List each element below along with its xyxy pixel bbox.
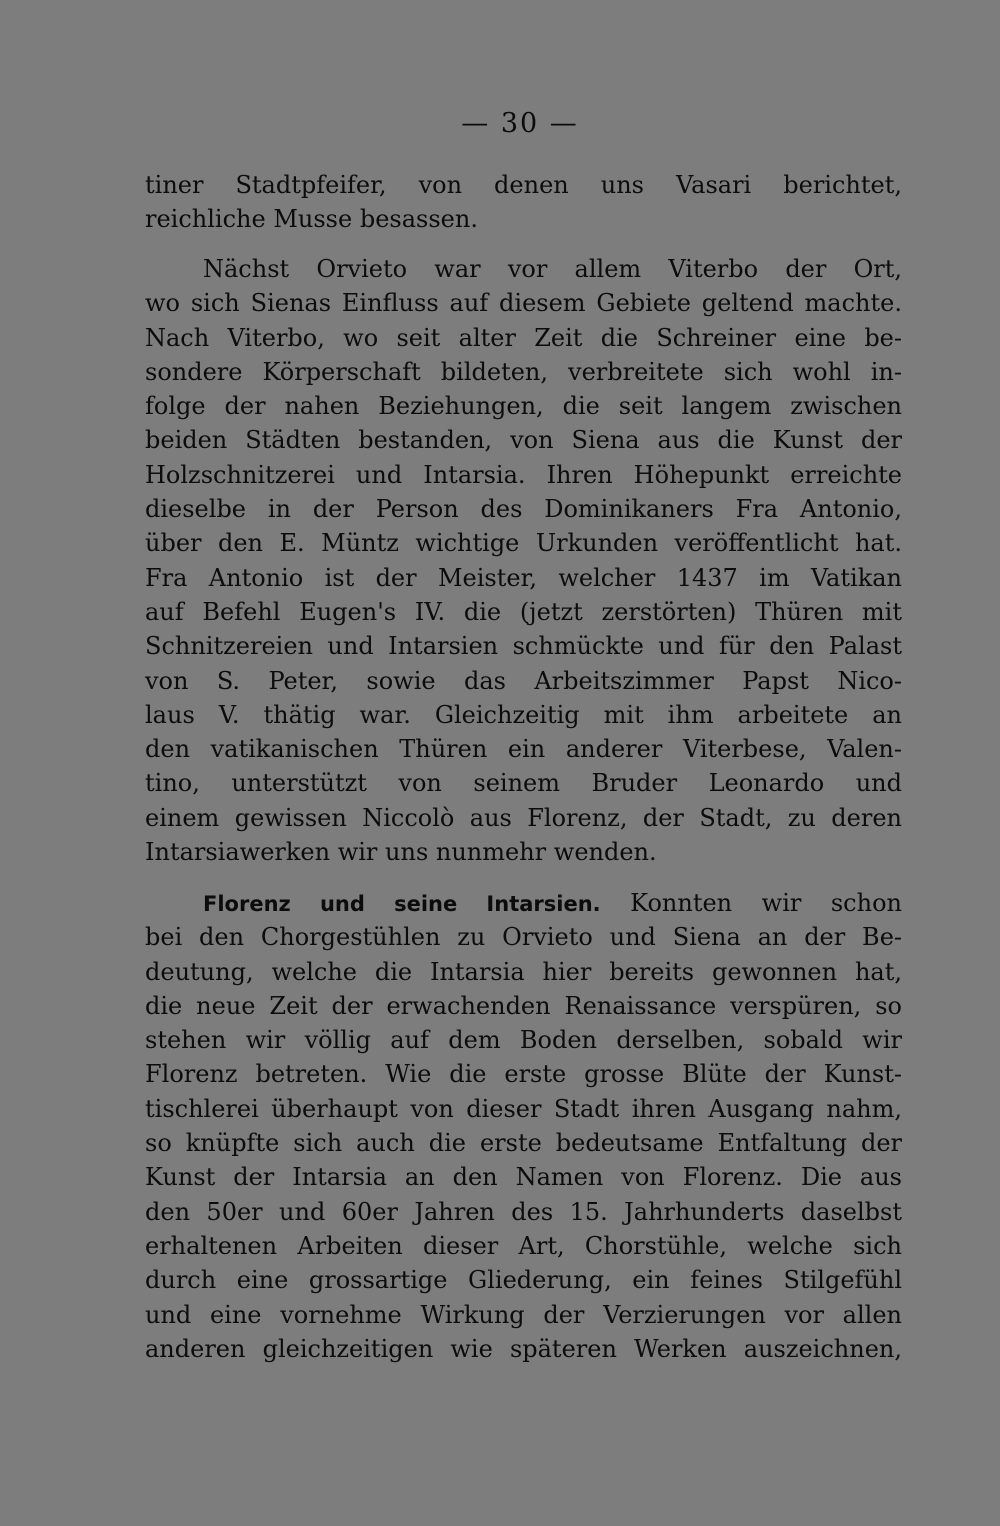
text-line: den 50er und 60er Jahren des 15. Jahrhunderts daselbst — [145, 1197, 902, 1226]
text-line: reichliche Musse besassen. — [145, 205, 478, 234]
paragraph-3 — [145, 886, 902, 1366]
text-line: tino, unterstützt von seinem Bruder Leonardo und — [145, 769, 902, 798]
section-heading: Florenz und seine Intarsien. — [203, 892, 601, 916]
text-line: auf Befehl Eugen's IV. die (jetzt zerstörten) Thüren mit — [145, 597, 902, 626]
text-line: durch eine grossartige Gliederung, ein feines Stilgefühl — [145, 1266, 902, 1295]
text-line: über den E. Müntz wichtige Urkunden veröffentlicht hat. — [145, 529, 902, 558]
text-line: tischlerei überhaupt von dieser Stadt ihren Ausgang nahm, — [145, 1094, 902, 1123]
text-line: deutung, welche die Intarsia hier bereits gewonnen hat, — [145, 957, 902, 986]
text-line: sondere Körperschaft bildeten, verbreitete sich wohl in- — [145, 357, 902, 386]
text-line: tiner Stadtpfeifer, von denen uns Vasari berichtet, — [145, 171, 902, 199]
text-line: und eine vornehme Wirkung der Verzierungen vor allen — [145, 1300, 902, 1329]
page-number: — 30 — — [461, 108, 579, 139]
text-line: den vatikanischen Thüren ein anderer Viterbese, Valen- — [145, 735, 902, 764]
text-line: einem gewissen Niccolò aus Florenz, der Stadt, zu deren — [145, 803, 902, 832]
text-line: Holzschnitzerei und Intarsia. Ihren Höhepunkt erreichte — [145, 460, 902, 489]
text-line: die neue Zeit der erwachenden Renaissance verspüren, so — [145, 991, 902, 1020]
text-line: von S. Peter, sowie das Arbeitszimmer Papst Nico- — [145, 666, 902, 695]
text-line: anderen gleichzeitigen wie späteren Werken auszeichnen, — [145, 1334, 902, 1363]
text-line: stehen wir völlig auf dem Boden derselben, sobald wir — [145, 1026, 902, 1055]
text-line: bei den Chorgestühlen zu Orvieto und Siena an der Be- — [145, 923, 902, 952]
text-line: so knüpfte sich auch die erste bedeutsame Entfaltung der — [145, 1129, 902, 1158]
text-line: Kunst der Intarsia an den Namen von Florenz. Die aus — [145, 1163, 902, 1192]
text-line: erhaltenen Arbeiten dieser Art, Chorstühle, welche sich — [145, 1231, 902, 1260]
text-line: Schnitzereien und Intarsien schmückte und für den Palast — [145, 632, 902, 661]
heading-line — [145, 886, 902, 920]
text-line: laus V. thätig war. Gleichzeitig mit ihm arbeitete an — [145, 700, 902, 729]
text-line: wo sich Sienas Einfluss auf diesem Gebiete geltend machte. — [145, 289, 902, 318]
text-line: Florenz betreten. Wie die erste grosse Blüte der Kunst- — [145, 1060, 902, 1089]
text-line: Fra Antonio ist der Meister, welcher 1437 im Vatikan — [145, 563, 902, 592]
paragraph-2 — [145, 252, 902, 869]
text-line: Nächst Orvieto war vor allem Viterbo der Ort, — [203, 255, 902, 283]
paragraph-1 — [145, 168, 902, 237]
text-line: folge der nahen Beziehungen, die seit langem zwischen — [145, 392, 902, 421]
text-line: beiden Städten bestanden, von Siena aus die Kunst der — [145, 426, 902, 455]
text-line: Intarsiawerken wir uns nunmehr wenden. — [145, 838, 657, 867]
text-line: dieselbe in der Person des Dominikaners Fra Antonio, — [145, 495, 902, 524]
text-line: Nach Viterbo, wo seit alter Zeit die Schreiner eine be- — [145, 323, 902, 352]
text-fragment: Konnten wir schon — [630, 889, 902, 917]
